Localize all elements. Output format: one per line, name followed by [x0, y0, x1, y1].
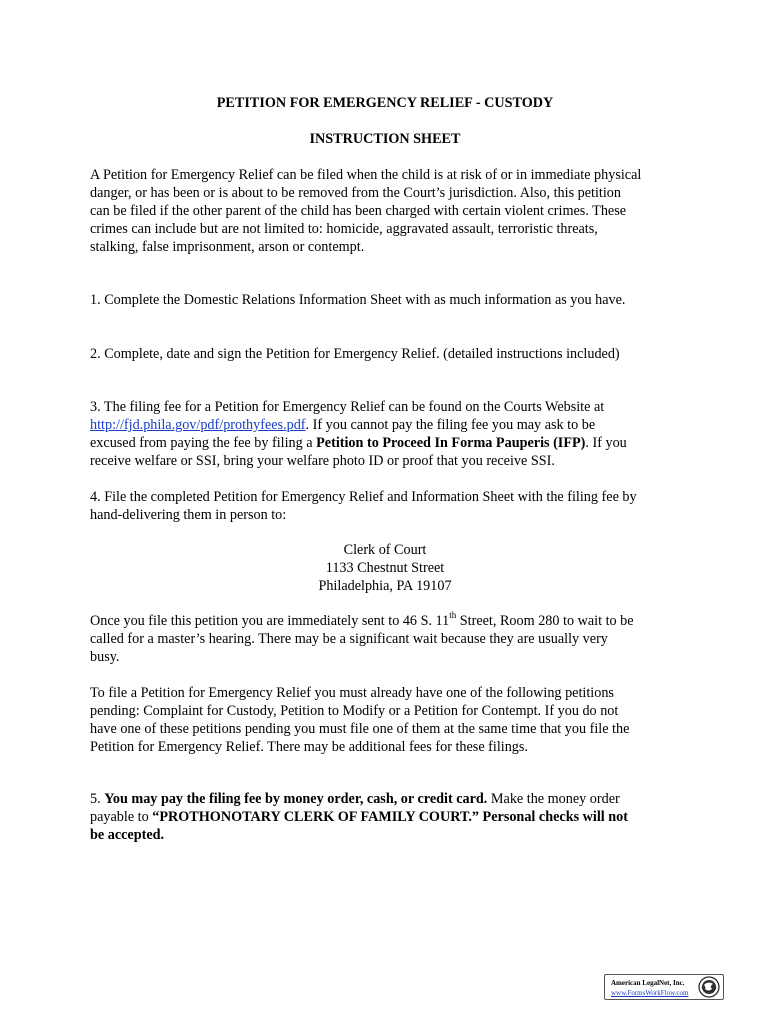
prerequisite-line: have one of these petitions pending you must file one of them at the same time that you file the: [90, 721, 630, 737]
legalnet-badge[interactable]: [604, 974, 724, 1000]
notice-line: called for a master’s hearing. There may be a significant wait because they are usually very: [90, 631, 608, 647]
step-4-line: 4. File the completed Petition for Emergency Relief and Information Sheet with the filing fee by: [90, 489, 637, 505]
badge-url-link[interactable]: www.FormsWorkFlow.com: [611, 989, 689, 997]
step-3-line: [90, 416, 595, 434]
step-4-line: hand-delivering them in person to:: [90, 507, 287, 523]
address-line: Clerk of Court: [343, 542, 427, 558]
step-5-line: [90, 808, 628, 826]
intro-line: can be filed if the other parent of the child has been charged with certain violent crimes. These: [90, 203, 627, 219]
badge-company-name: American LegalNet, Inc.: [611, 979, 685, 987]
prerequisite-line: pending: Complaint for Custody, Petition to Modify or a Petition for Contempt. If you do not: [90, 703, 619, 719]
payment-methods: You may pay the filing fee by money order, cash, or credit card.: [104, 791, 488, 807]
prerequisite-line: Petition for Emergency Relief. There may be additional fees for these filings.: [90, 739, 528, 755]
prerequisite-line: To file a Petition for Emergency Relief you must already have one of the following petitions: [90, 685, 614, 701]
intro-line: danger, or has been or is about to be removed from the Court’s jurisdiction. Also, this petition: [90, 185, 621, 201]
notice-text: Street, Room 280 to wait to be: [456, 613, 634, 629]
address-line: 1133 Chestnut Street: [325, 560, 445, 576]
step-2: 2. Complete, date and sign the Petition for Emergency Relief. (detailed instructions included): [90, 346, 620, 362]
step-3-text: excused from paying the fee by filing a: [90, 435, 317, 451]
step-3-line: 3. The filing fee for a Petition for Emergency Relief can be found on the Courts Website at: [90, 399, 605, 415]
step-3-line: receive welfare or SSI, bring your welfare photo ID or proof that you receive SSI.: [90, 453, 555, 469]
payee-name: “PROTHONOTARY CLERK OF FAMILY COURT.” Personal checks will not: [152, 809, 628, 825]
notice-text: Once you file this petition you are immediately sent to 46 S. 11: [90, 613, 450, 629]
notice-line: [90, 612, 634, 630]
fee-schedule-link[interactable]: http://fjd.phila.gov/pdf/prothyfees.pdf: [90, 417, 306, 433]
step-3-line: [90, 434, 627, 452]
step-5-text: Make the money order: [487, 791, 620, 807]
step-3-text: . If you: [585, 435, 627, 451]
intro-line: stalking, false imprisonment, arson or contempt.: [90, 239, 365, 255]
ifp-petition-name: Petition to Proceed In Forma Pauperis (IFP): [316, 435, 586, 451]
address-line: Philadelphia, PA 19107: [318, 578, 452, 594]
notice-line: busy.: [90, 649, 120, 665]
step-5-line: [90, 790, 620, 808]
ordinal-suffix: th: [449, 610, 457, 621]
document-subtitle: INSTRUCTION SHEET: [309, 131, 461, 147]
globe-logo-icon: [698, 976, 720, 998]
step-5-text: payable to: [90, 809, 153, 825]
intro-line: A Petition for Emergency Relief can be filed when the child is at risk of or in immediate physical: [90, 167, 642, 183]
step-1: 1. Complete the Domestic Relations Information Sheet with as much information as you have.: [90, 292, 626, 308]
intro-line: crimes can include but are not limited to: homicide, aggravated assault, terroristic threats,: [90, 221, 598, 237]
step-5-line: be accepted.: [90, 827, 165, 843]
step-5-number: 5.: [90, 791, 105, 807]
step-3-text: . If you cannot pay the filing fee you may ask to be: [305, 417, 596, 433]
document-title: PETITION FOR EMERGENCY RELIEF - CUSTODY: [216, 95, 554, 111]
